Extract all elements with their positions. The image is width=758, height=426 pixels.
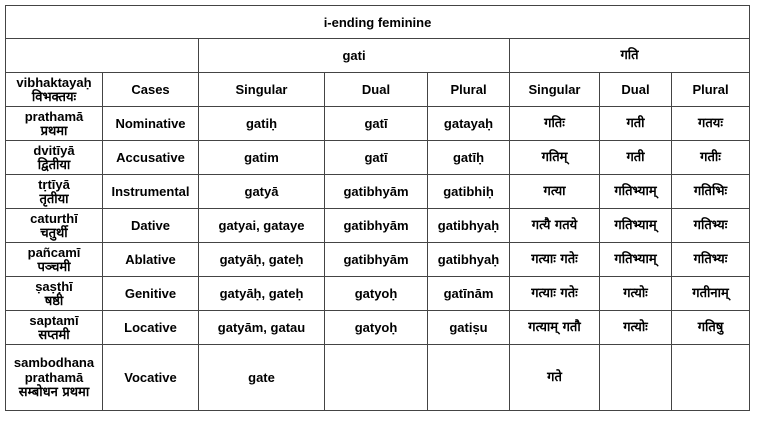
latin-form: gatyām, gatau — [199, 311, 325, 345]
latin-form: gatayaḥ — [428, 107, 510, 141]
deva-form: गतिभ्याम् — [600, 243, 672, 277]
latin-dual-header: Dual — [325, 73, 428, 107]
deva-form: गतिः — [510, 107, 600, 141]
vibhakti-cell — [6, 345, 103, 411]
case-name: Locative — [103, 311, 199, 345]
latin-form: gatyoḥ — [325, 277, 428, 311]
latin-form: gatibhyaḥ — [428, 243, 510, 277]
deva-form: गत्याम् गतौ — [510, 311, 600, 345]
vibhakti-latin: prathamā — [24, 370, 84, 385]
latin-form: gatim — [199, 141, 325, 175]
vibhakti-cell — [6, 175, 103, 209]
deva-form: गती — [600, 141, 672, 175]
latin-form: gatibhyaḥ — [428, 209, 510, 243]
table-row — [6, 107, 750, 141]
vibhakti-cell — [6, 311, 103, 345]
vibhakti-header-deva: विभक्तयः — [31, 89, 77, 105]
vibhakti-cell — [6, 277, 103, 311]
latin-form: gatī — [325, 141, 428, 175]
case-name: Ablative — [103, 243, 199, 277]
deva-form: गतिभ्यः — [672, 243, 750, 277]
vibhakti-cell — [6, 107, 103, 141]
table-row — [6, 175, 750, 209]
vibhakti-deva: चतुर्थी — [40, 225, 68, 241]
latin-form: gatyāḥ, gateḥ — [199, 243, 325, 277]
vibhakti-cell — [6, 209, 103, 243]
deva-form: गत्याः गतेः — [510, 243, 600, 277]
latin-form: gatiṣu — [428, 311, 510, 345]
deva-form: गतिभ्याम् — [600, 209, 672, 243]
deva-dual-header: Dual — [600, 73, 672, 107]
latin-form: gatīḥ — [428, 141, 510, 175]
vibhakti-header-latin: vibhaktayaḥ — [16, 74, 92, 90]
case-name: Nominative — [103, 107, 199, 141]
vibhakti-header — [6, 73, 103, 107]
latin-form: gatyāḥ, gateḥ — [199, 277, 325, 311]
deva-form: गतिभ्याम् — [600, 175, 672, 209]
deva-form: गती — [600, 107, 672, 141]
table-row — [6, 243, 750, 277]
vibhakti-latin: pañcamī — [27, 244, 81, 260]
latin-form: gate — [199, 345, 325, 411]
latin-form — [428, 345, 510, 411]
latin-form: gatīnām — [428, 277, 510, 311]
deva-form: गतिम् — [510, 141, 600, 175]
latin-plural-header: Plural — [428, 73, 510, 107]
case-name: Accusative — [103, 141, 199, 175]
vibhakti-latin: prathamā — [24, 108, 84, 124]
latin-form: gatibhyām — [325, 243, 428, 277]
vibhakti-deva: सम्बोधन प्रथमा — [18, 385, 90, 400]
latin-singular-header: Singular — [199, 73, 325, 107]
latin-form: gatibhyām — [325, 175, 428, 209]
table-row-vocative — [6, 345, 750, 411]
vibhakti-cell — [6, 141, 103, 175]
header-blank — [6, 39, 199, 73]
deva-form: गतिषु — [672, 311, 750, 345]
vibhakti-latin: caturthī — [30, 210, 78, 226]
vibhakti-deva: द्वितीया — [37, 157, 71, 173]
vibhakti-deva: प्रथमा — [40, 123, 68, 139]
latin-form: gatiḥ — [199, 107, 325, 141]
deva-form: गतीः — [672, 141, 750, 175]
deva-form — [672, 345, 750, 411]
deva-singular-header: Singular — [510, 73, 600, 107]
deva-form: गत्यै गतये — [510, 209, 600, 243]
latin-form: gatyā — [199, 175, 325, 209]
vibhakti-cell — [6, 243, 103, 277]
deva-form: गत्याः गतेः — [510, 277, 600, 311]
deva-form: गत्या — [510, 175, 600, 209]
vibhakti-latin: dvitīyā — [33, 142, 75, 158]
deva-form: गतिभिः — [672, 175, 750, 209]
vibhakti-deva: तृतीया — [39, 191, 69, 207]
case-name: Genitive — [103, 277, 199, 311]
latin-form: gatyai, gataye — [199, 209, 325, 243]
vibhakti-latin: sambodhana — [13, 355, 95, 370]
deva-form: गत्योः — [600, 311, 672, 345]
table-row — [6, 141, 750, 175]
deva-form: गतिभ्यः — [672, 209, 750, 243]
vibhakti-deva: पञ्चमी — [37, 259, 71, 275]
latin-form: gatī — [325, 107, 428, 141]
latin-form — [325, 345, 428, 411]
deva-word-header: गति — [510, 39, 750, 73]
latin-form: gatibhyām — [325, 209, 428, 243]
latin-form: gatibhiḥ — [428, 175, 510, 209]
deva-form: गते — [510, 345, 600, 411]
vibhakti-latin: tṛtīyā — [38, 176, 70, 192]
latin-word-header: gati — [199, 39, 510, 73]
deva-form: गतयः — [672, 107, 750, 141]
table-title: i-ending feminine — [6, 6, 750, 39]
cases-header: Cases — [103, 73, 199, 107]
latin-form: gatyoḥ — [325, 311, 428, 345]
vibhakti-deva: सप्तमी — [38, 327, 70, 343]
case-name: Dative — [103, 209, 199, 243]
table-row — [6, 277, 750, 311]
vibhakti-latin: saptamī — [29, 312, 79, 328]
deva-form: गत्योः — [600, 277, 672, 311]
declension-table — [5, 5, 750, 411]
table-row — [6, 209, 750, 243]
case-name: Vocative — [103, 345, 199, 411]
deva-form — [600, 345, 672, 411]
deva-plural-header: Plural — [672, 73, 750, 107]
table-row — [6, 311, 750, 345]
vibhakti-deva: षष्ठी — [44, 293, 64, 309]
deva-form: गतीनाम् — [672, 277, 750, 311]
vibhakti-latin: ṣaṣṭhī — [35, 278, 73, 294]
case-name: Instrumental — [103, 175, 199, 209]
